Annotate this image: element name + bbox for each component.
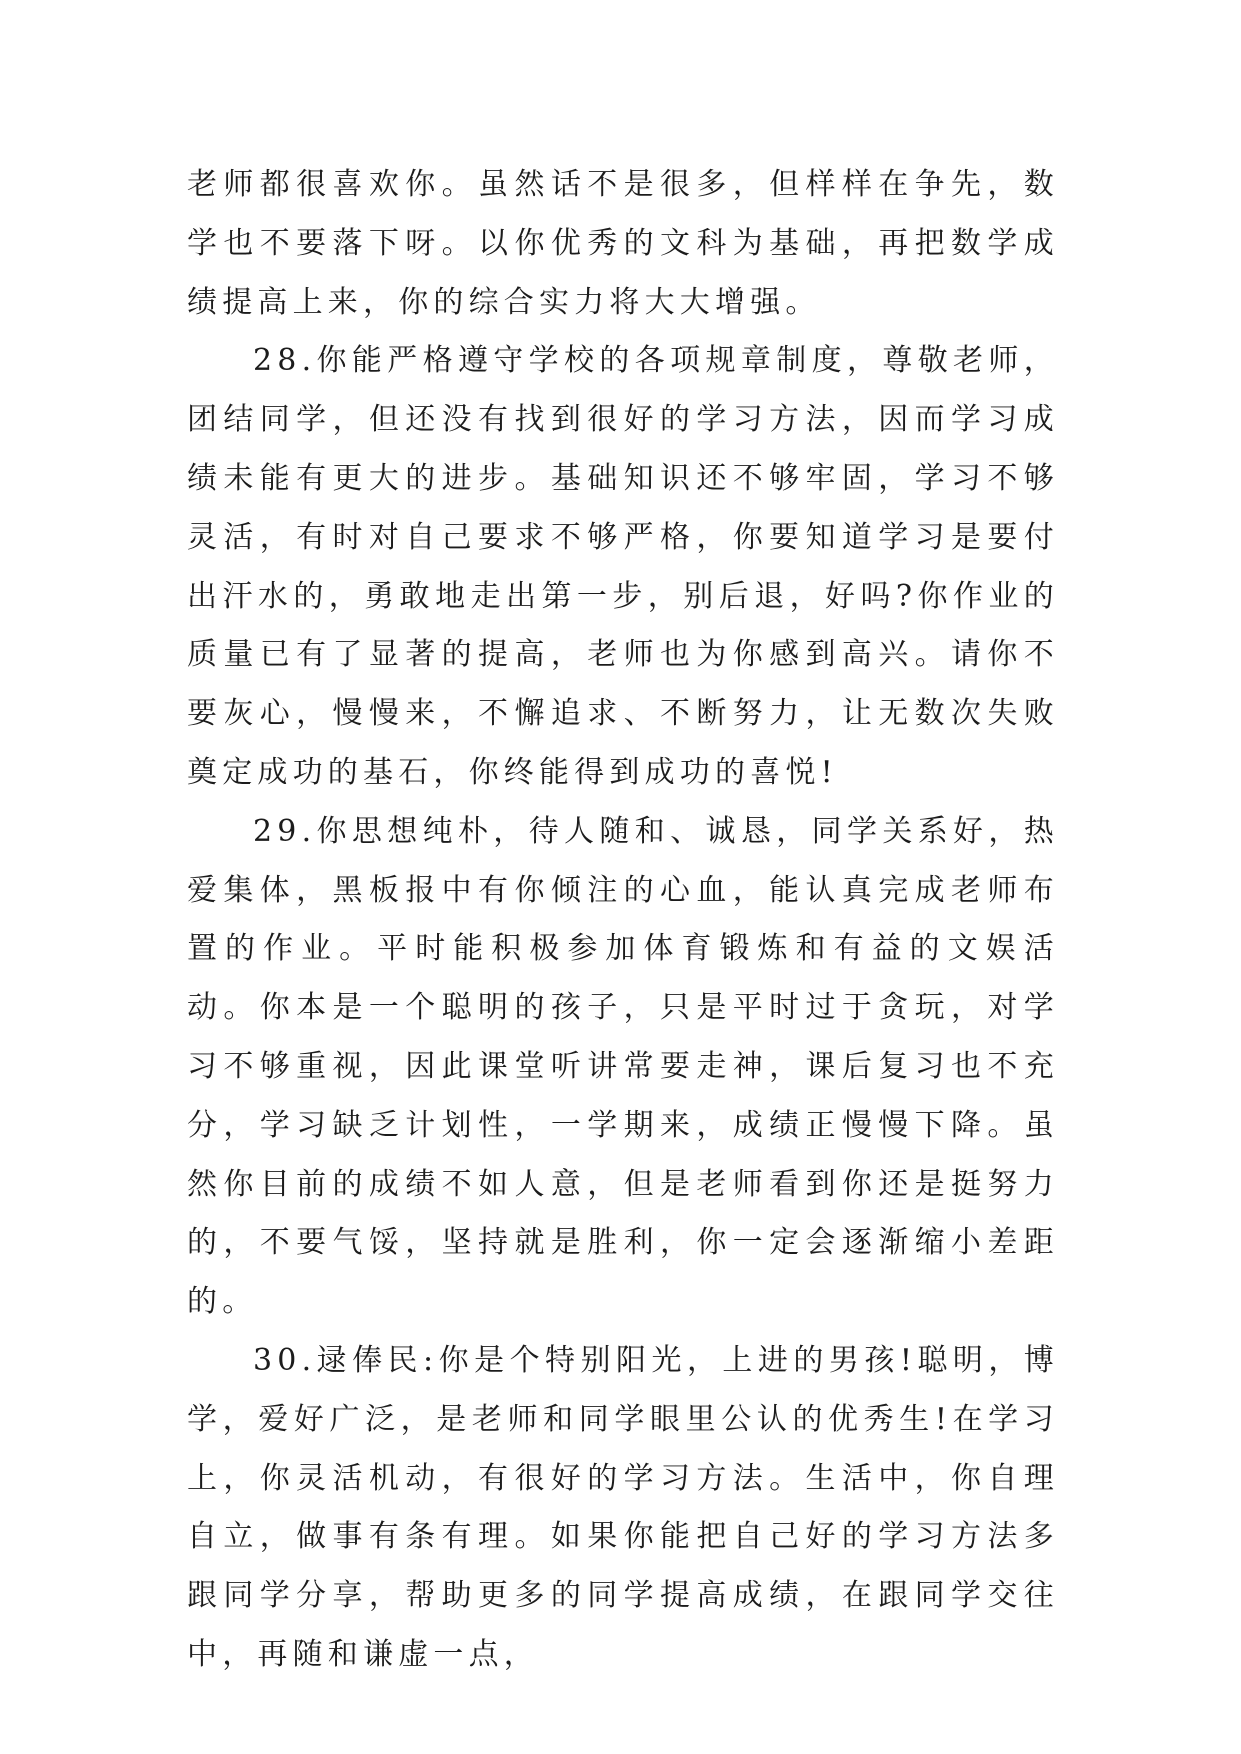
paragraph-29: 29.你思想纯朴，待人随和、诚恳，同学关系好，热爱集体，黑板报中有你倾注的心血，能认真完成老师布置的作业。平时能积极参加体育锻炼和有益的文娱活动。你本是一个聪明的孩子，只是平时过于贪玩，对学习不够重视，因此课堂听讲常要走神，课后复习也不充分，学习缺乏计划性，一学期来，成绩正慢慢下降。虽然你目前的成绩不如人意，但是老师看到你还是挺努力的，不要气馁，坚持就是胜利，你一定会逐渐缩小差距的。 — [187, 813, 1059, 1320]
paragraph-28: 28.你能严格遵守学校的各项规章制度，尊敬老师，团结同学，但还没有找到很好的学习方法，因而学习成绩未能有更大的进步。基础知识还不够牢固，学习不够灵活，有时对自己要求不够严格，你要知道学习是要付出汗水的，勇敢地走出第一步，别后退，好吗?你作业的质量已有了显著的提高，老师也为你感到高兴。请你不要灰心，慢慢来，不懈追求、不断努力，让无数次失败奠定成功的基石，你终能得到成功的喜悦! — [187, 343, 1059, 790]
paragraph-27-continued: 老师都很喜欢你。虽然话不是很多，但样样在争先，数学也不要落下呀。以你优秀的文科为基础，再把数学成绩提高上来，你的综合实力将大大增强。 — [187, 167, 1059, 320]
paragraph-30: 30.逯俸民:你是个特别阳光，上进的男孩!聪明，博学，爱好广泛，是老师和同学眼里公认的优秀生!在学习上，你灵活机动，有很好的学习方法。生活中，你自理自立，做事有条有理。如果你能把自己好的学习方法多跟同学分享，帮助更多的同学提高成绩，在跟同学交往中，再随和谦虚一点， — [187, 1342, 1059, 1672]
document-body — [187, 156, 1059, 1685]
